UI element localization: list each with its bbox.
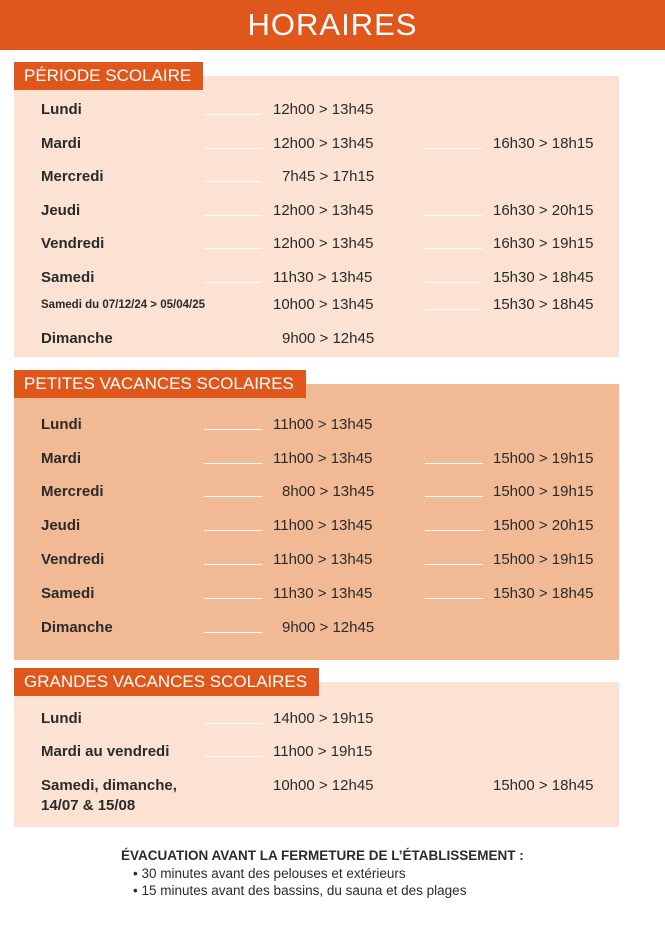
time-slot-1: 12h00 > 13h45 xyxy=(273,135,374,152)
time-slot-1: 12h00 > 13h45 xyxy=(273,101,374,118)
time-slot-1: 9h00 > 12h45 xyxy=(282,619,375,636)
time-slot-1: 11h30 > 13h45 xyxy=(273,585,373,602)
day-label: Lundi xyxy=(41,710,82,727)
day-label: Samedi du 07/12/24 > 05/04/25 xyxy=(41,299,205,311)
day-label: Vendredi xyxy=(41,235,105,252)
leader-line xyxy=(204,496,262,497)
time-slot-1: 11h30 > 13h45 xyxy=(273,269,373,286)
leader-line xyxy=(204,215,262,216)
time-slot-2: 15h00 > 18h45 xyxy=(493,777,594,794)
day-label: Mardi au vendredi xyxy=(41,743,170,760)
schedule-row xyxy=(14,268,619,288)
time-slot-1: 8h00 > 13h45 xyxy=(282,483,375,500)
time-slot-1: 11h00 > 19h15 xyxy=(273,743,373,760)
schedule-row xyxy=(14,449,619,469)
section-grandes-vacances xyxy=(14,668,619,827)
leader-line xyxy=(204,598,262,599)
leader-line xyxy=(204,564,262,565)
schedule-row xyxy=(14,415,619,435)
schedule-row xyxy=(14,482,619,502)
evacuation-heading: ÉVACUATION AVANT LA FERMETURE DE L’ÉTABLISSEMENT : xyxy=(121,848,524,863)
day-label: Jeudi xyxy=(41,517,81,534)
section-petites-vacances xyxy=(14,370,619,660)
schedule-row xyxy=(14,329,619,349)
evacuation-item: • 15 minutes avant des bassins, du sauna et des plages xyxy=(133,883,467,898)
day-label: Dimanche xyxy=(41,330,113,347)
section-label: GRANDES VACANCES SCOLAIRES xyxy=(14,668,319,696)
section-label: PETITES VACANCES SCOLAIRES xyxy=(14,370,306,398)
schedule-row xyxy=(14,776,619,814)
day-label: Samedi xyxy=(41,585,95,602)
time-slot-1: 12h00 > 13h45 xyxy=(273,235,374,252)
time-slot-2: 15h30 > 18h45 xyxy=(493,585,594,602)
leader-line xyxy=(425,309,483,310)
schedule-row xyxy=(14,742,619,762)
day-label: Samedi, dimanche, 14/07 & 15/08 xyxy=(41,777,177,814)
time-slot-1: 12h00 > 13h45 xyxy=(273,202,374,219)
time-slot-1: 7h45 > 17h15 xyxy=(282,168,375,185)
day-label: Lundi xyxy=(41,101,82,118)
leader-line xyxy=(425,598,483,599)
time-slot-2: 15h00 > 19h15 xyxy=(493,450,594,467)
leader-line xyxy=(425,564,483,565)
day-label: Vendredi xyxy=(41,551,105,568)
day-label: Dimanche xyxy=(41,619,113,636)
time-slot-1: 10h00 > 12h45 xyxy=(273,777,374,794)
leader-line xyxy=(425,148,483,149)
page-title: HORAIRES xyxy=(247,7,418,42)
time-slot-2: 15h30 > 18h45 xyxy=(493,269,594,286)
schedule-row xyxy=(14,709,619,729)
day-label: Mardi xyxy=(41,450,82,467)
time-slot-1: 11h00 > 13h45 xyxy=(273,551,373,568)
time-slot-2: 15h00 > 20h15 xyxy=(493,517,594,534)
schedule-row xyxy=(14,167,619,187)
leader-line xyxy=(204,282,262,283)
day-label: Jeudi xyxy=(41,202,81,219)
time-slot-2: 16h30 > 18h15 xyxy=(493,135,594,152)
day-label: Lundi xyxy=(41,416,82,433)
schedule-row xyxy=(14,584,619,604)
leader-line xyxy=(425,463,483,464)
time-slot-1: 11h00 > 13h45 xyxy=(273,450,373,467)
leader-line xyxy=(425,496,483,497)
time-slot-2: 16h30 > 20h15 xyxy=(493,202,594,219)
time-slot-1: 14h00 > 19h15 xyxy=(273,710,374,727)
time-slot-1: 10h00 > 13h45 xyxy=(273,296,374,313)
schedule-row xyxy=(14,134,619,154)
leader-line xyxy=(204,114,262,115)
day-label: Mercredi xyxy=(41,168,104,185)
leader-line xyxy=(204,632,262,633)
leader-line xyxy=(425,530,483,531)
title-banner xyxy=(0,0,665,50)
section-label: PÉRIODE SCOLAIRE xyxy=(14,62,203,90)
time-slot-1: 11h00 > 13h45 xyxy=(273,416,373,433)
time-slot-2: 15h00 > 19h15 xyxy=(493,483,594,500)
schedule-row xyxy=(14,516,619,536)
leader-line xyxy=(204,429,262,430)
leader-line xyxy=(204,148,262,149)
evacuation-item: • 30 minutes avant des pelouses et extérieurs xyxy=(133,866,406,881)
leader-line xyxy=(204,463,262,464)
time-slot-2: 15h30 > 18h45 xyxy=(493,296,594,313)
leader-line xyxy=(425,248,483,249)
section-periode-scolaire xyxy=(14,62,619,357)
day-label: Samedi xyxy=(41,269,95,286)
leader-line xyxy=(204,181,262,182)
leader-line xyxy=(204,248,262,249)
day-label: Mercredi xyxy=(41,483,104,500)
time-slot-1: 11h00 > 13h45 xyxy=(273,517,373,534)
schedule-row xyxy=(14,550,619,570)
time-slot-1: 9h00 > 12h45 xyxy=(282,330,375,347)
schedule-row xyxy=(14,295,619,315)
schedule-row xyxy=(14,234,619,254)
schedule-row xyxy=(14,100,619,120)
leader-line xyxy=(425,282,483,283)
leader-line xyxy=(425,215,483,216)
leader-line xyxy=(204,530,262,531)
leader-line xyxy=(204,756,262,757)
time-slot-2: 16h30 > 19h15 xyxy=(493,235,594,252)
schedule-row xyxy=(14,618,619,638)
schedule-row xyxy=(14,201,619,221)
day-label: Mardi xyxy=(41,135,82,152)
time-slot-2: 15h00 > 19h15 xyxy=(493,551,594,568)
leader-line xyxy=(204,723,262,724)
